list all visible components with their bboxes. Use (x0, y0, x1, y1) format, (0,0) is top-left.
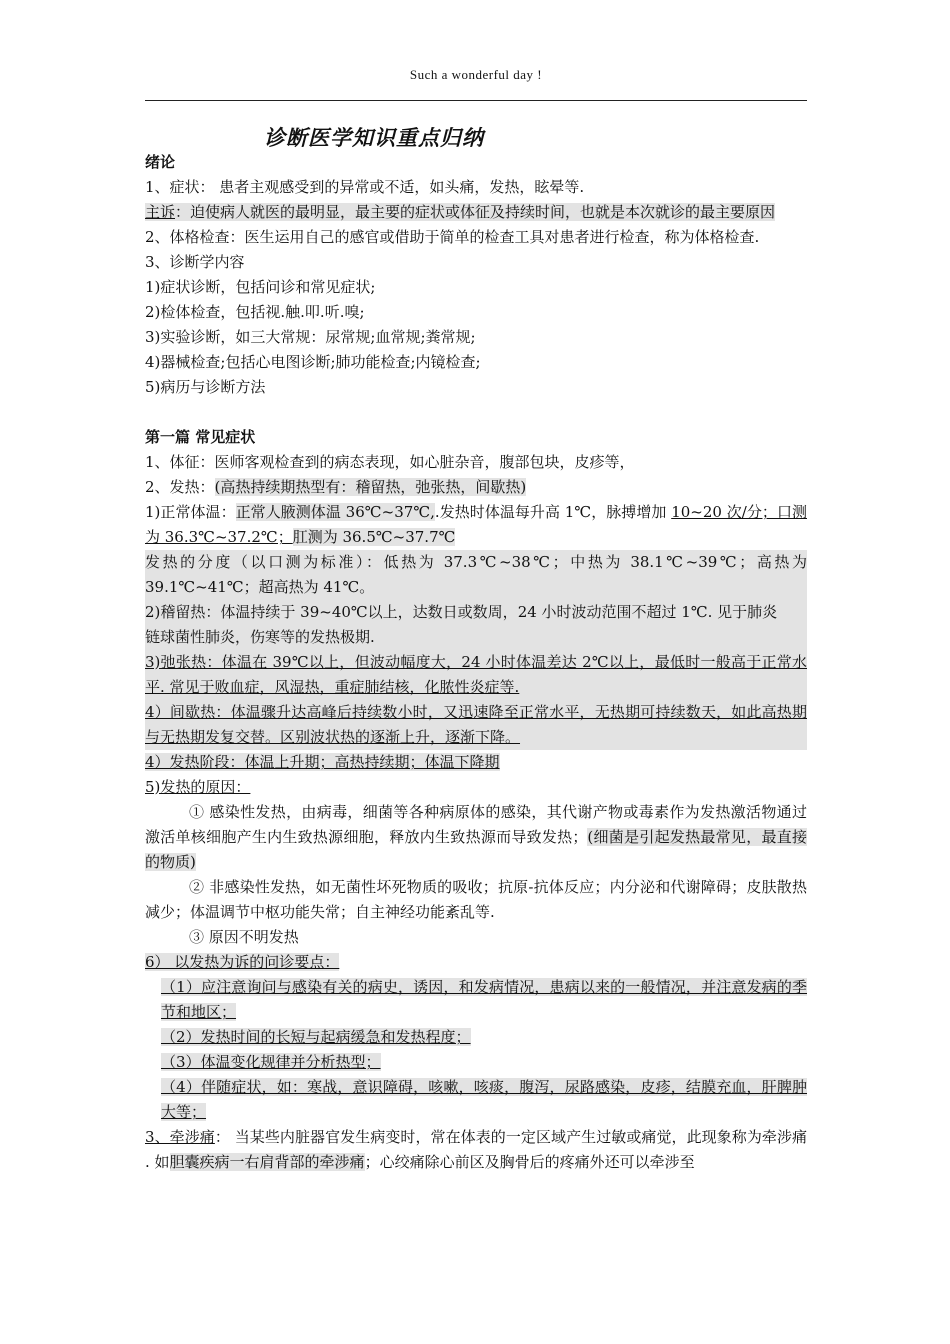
list-item: 4)器械检查;包括心电图诊断;肺功能检查;内镜检查; (145, 353, 481, 371)
fever-causes-text: 5)发热的原因： (145, 778, 251, 796)
pulse-note: .发热时体温每升高 1℃，脉搏增加 (434, 503, 672, 521)
sign-definition: 1、体征：医师客观检查到的病态表现，如心脏杂音，腹部包块，皮疹等， (145, 453, 635, 471)
fever-label: 2、发热： (145, 478, 215, 496)
referred-pain-label: 3、牵涉痛 (145, 1128, 215, 1146)
remittent-fever-line1: 2)稽留热：体温持续于 39~40℃以上，达数日或数周，24 小时波动范围不超过 1℃. 见于肺炎 (145, 600, 807, 625)
physical-exam-definition: 2、体格检查：医生运用自己的感官或借助于简单的检查工具对患者进行检查，称为体格检查. (145, 228, 760, 246)
remittent-fever-line2: 链球菌性肺炎，伤寒等的发热极期. (145, 625, 807, 650)
inquiry-item-text: （3）体温变化规律并分析热型； (161, 1053, 381, 1071)
inquiry-item (145, 1050, 807, 1075)
normal-temperature (145, 500, 807, 550)
intermittent-fever: 4）间歇热：体温骤升达高峰后持续数小时，又迅速降至正常水平，无热期可持续数天，如此高热期与无热期发复交替。区别波状热的逐渐上升，逐渐下降。 (145, 700, 807, 750)
cause-noninfectious: ② 非感染性发热，如无菌性坏死物质的吸收；抗原-抗体反应；内分泌和代谢障碍；皮肤散热减少；体温调节中枢功能失常；自主神经功能紊乱等. (145, 878, 807, 921)
relaxing-fever: 3)弛张热：体温在 39℃以上，但波动幅度大，24 小时体温差达 2℃以上，最低时一般高于正常水平. 常见于败血症，风湿热，重症肺结核，化脓性炎症等. (145, 650, 807, 700)
rectal-temp-range: 肛测为 36.5℃~37.7℃ (292, 528, 456, 546)
inquiry-item-text: （4）伴随症状，如：寒战，意识障碍，咳嗽，咳痰，腹泻，尿路感染，皮疹，结膜充血，肝脾肿大等； (161, 1078, 807, 1121)
normal-temp-label: 1)正常体温： (145, 503, 236, 521)
list-item: 2)检体检查，包括视.触.叩.听.嗅; (145, 303, 365, 321)
inquiry-item (145, 1025, 807, 1050)
fever-definition (145, 475, 807, 500)
chief-complaint-text: ：迫使病人就医的最明显，最主要的症状或体征及持续时间，也就是本次就诊的最主要原因 (175, 203, 776, 221)
list-item: 3)实验诊断，如三大常规：尿常规;血常规;粪常规; (145, 328, 476, 346)
referred-pain-text: ： 当某些内脏器官发生病变时，常在体表的一定区域产生过敏或痛觉，此现象称为牵涉痛 . 如 (145, 1128, 807, 1171)
fever-types: (高热持续期热型有：稽留热，弛张热，间歇热) (214, 478, 527, 496)
inquiry-item-text: （1）应注意询问与感染有关的病史，诱因，和发病情况，患病以来的一般情况，并注意发病的季节和地区； (161, 978, 807, 1021)
cause-infectious-note: (细菌是引起发热最常见，最直接的物质) (145, 828, 807, 871)
document-body (145, 150, 807, 1175)
fever-causes-label (145, 775, 807, 800)
normal-temp-range: 正常人腋测体温 36℃~37℃, (235, 503, 435, 521)
referred-pain-definition (145, 1125, 807, 1175)
document-title: 诊断医学知识重点归纳 (264, 126, 484, 150)
chief-complaint-label: 主诉 (145, 203, 176, 221)
inquiry-label-text: 6） 以发热为诉的问诊要点： (145, 953, 340, 971)
fever-stages-text: 4）发热阶段：体温上升期；高热持续期；体温下降期 (145, 753, 500, 771)
chief-complaint-definition (145, 200, 807, 225)
header-rule (145, 100, 807, 101)
inquiry-label (145, 950, 807, 975)
fever-degree: 发热的分度（以口测为标准）：低热为 37.3℃~38℃；中热为 38.1℃~39℃；高热为 39.1℃~41℃；超高热为 41℃。 (145, 550, 807, 600)
diagnostics-content-heading: 3、诊断学内容 (145, 253, 245, 271)
referred-pain-example: 胆囊疾病一右肩背部的牵涉痛 (169, 1153, 365, 1171)
symptom-definition: 1、症状： 患者主观感受到的异常或不适，如头痛，发热，眩晕等. (145, 178, 585, 196)
referred-pain-continued: ；心绞痛除心前区及胸骨后的疼痛外还可以牵涉至 (364, 1153, 695, 1171)
list-item: 1)症状诊断，包括问诊和常见症状; (145, 278, 376, 296)
cause-unknown: ③ 原因不明发热 (189, 928, 299, 946)
cause-infectious-text: ① 感染性发热，由病毒，细菌等各种病原体的感染，其代谢产物或毒素作为发热激活物通过激活单核细胞产生内生致热源细胞，释放内生致热源而导致发热； (145, 803, 807, 846)
list-item: 5)病历与诊断方法 (145, 378, 266, 396)
inquiry-item-text: （2）发热时间的长短与起病缓急和发热程度； (161, 1028, 471, 1046)
inquiry-item (145, 975, 807, 1025)
oral-temp-range: 10~20 次/分；口测为 36.3℃~37.2℃； (145, 503, 807, 546)
fever-stages (145, 750, 807, 775)
section-heading-part1: 第一篇 常见症状 (145, 428, 256, 446)
section-heading-intro: 绪论 (145, 153, 176, 171)
page-header: Such a wonderful day ! (409, 67, 543, 82)
cause-infectious (145, 800, 807, 875)
inquiry-item (145, 1075, 807, 1125)
